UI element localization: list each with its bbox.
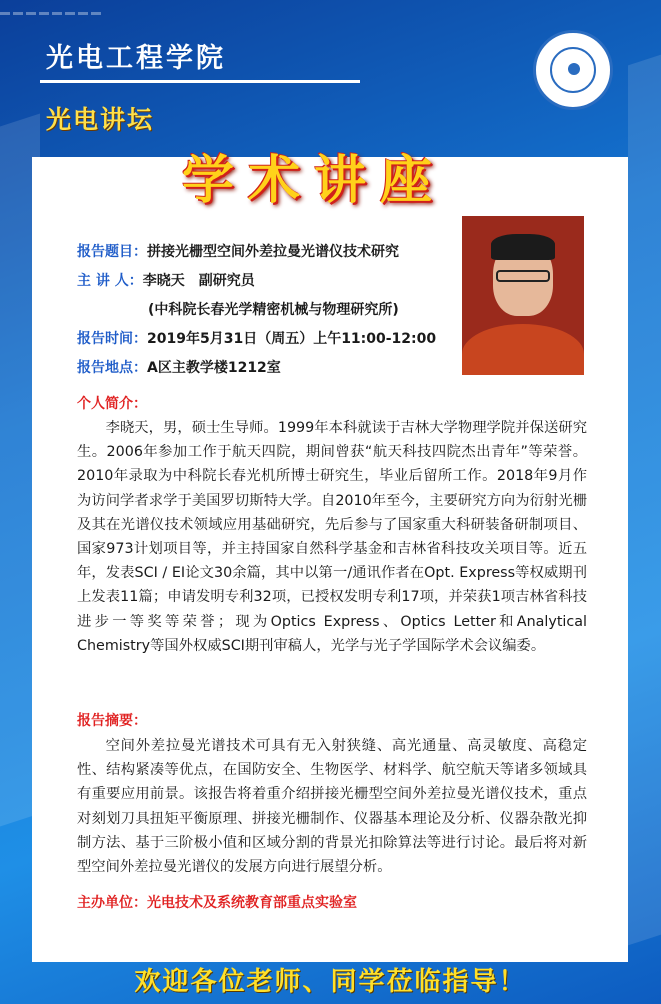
host-label: 主办单位： bbox=[77, 895, 147, 911]
speaker-row bbox=[77, 267, 436, 296]
affiliation-value: (中科院长春光学精密机械与物理研究所) bbox=[148, 302, 399, 318]
decor-stripe bbox=[628, 55, 661, 946]
speaker-photo bbox=[462, 216, 584, 375]
bio-heading: 个人简介： bbox=[77, 396, 147, 412]
school-name: 光电工程学院 bbox=[46, 43, 226, 74]
bio-text-block bbox=[77, 416, 587, 658]
logo-emblem bbox=[568, 63, 580, 75]
host-value: 光电技术及系统教育部重点实验室 bbox=[147, 895, 357, 911]
photo-glasses bbox=[496, 270, 550, 282]
welcome-banner: 欢迎各位老师、同学莅临指导！ bbox=[134, 967, 527, 997]
place-label: 报告地点： bbox=[77, 360, 147, 376]
photo-hair bbox=[491, 234, 555, 260]
topic-value: 拼接光栅型空间外差拉曼光谱仪技术研究 bbox=[147, 244, 399, 260]
host-row bbox=[77, 892, 357, 912]
header-divider bbox=[40, 80, 360, 83]
abstract-heading: 报告摘要： bbox=[77, 713, 147, 729]
time-value: 2019年5月31日（周五）上午11:00-12:00 bbox=[147, 331, 437, 347]
time-label: 报告时间： bbox=[77, 331, 147, 347]
place-value: A区主教学楼1212室 bbox=[147, 360, 281, 376]
forum-name: 光电讲坛 bbox=[46, 105, 155, 134]
speaker-value: 李晓天 副研究员 bbox=[142, 273, 255, 289]
university-logo bbox=[533, 30, 613, 110]
abstract-text: 空间外差拉曼光谱技术可具有无入射狭缝、高光通量、高灵敏度、高稳定性、结构紧凑等优点，在国防安全、生物医学、材料学、航空航天等诸多领域具有重要应用前景。该报告将着重介绍拼接光栅型空间外差拉曼光谱仪技术，重点对刻划刀具扭矩平衡原理、拼接光栅制作、仪器基本理论及分析、仪器杂散光抑制方法、基于三阶极小值和区域分割的背景光扣除算法等进行讨论。最后将对新型空间外差拉曼光谱仪的发展方向进行展望分析。 bbox=[77, 738, 587, 876]
bio-text: 李晓天，男，硕士生导师。1999年本科就读于吉林大学物理学院并保送研究生。2006年参加工作于航天四院，期间曾获“航天科技四院杰出青年”等荣誉。2010年录取为中科院长春光机所博士研究生，毕业后留所工作。2018年9月作为访问学者求学于美国罗切斯特大学。自2010年至今，主要研究方向为衍射光栅及其在光谱仪技术领域应用基础研究，先后参与了国家重大科研装备研制项目、国家973计划项目等，并主持国家自然科学基金和吉林省科技攻关项目等。近五年，发表SCI / EI论文30余篇，其中以第一/通讯作者在Opt. Express等权威期刊上发表11篇；申请发明专利32项，已授权发明专利17项，并荣获1项吉林省科技进步一等奖等荣誉；现为Optics Express、Optics Letter和Analytical Chemistry等国外权威SCI期刊审稿人，光学与光子学国际学术会议编委。 bbox=[77, 420, 587, 654]
talk-info bbox=[77, 238, 436, 383]
affiliation-row bbox=[77, 296, 436, 325]
speaker-label: 主 讲 人： bbox=[77, 273, 143, 289]
topic-row bbox=[77, 238, 436, 267]
topic-label: 报告题目： bbox=[77, 244, 147, 260]
photo-shirt bbox=[462, 324, 584, 375]
place-row bbox=[77, 354, 436, 383]
abstract-text-block bbox=[77, 734, 587, 879]
time-row bbox=[77, 325, 436, 354]
poster-title: 学术讲座 bbox=[182, 150, 447, 211]
top-decor-bar bbox=[0, 0, 661, 18]
